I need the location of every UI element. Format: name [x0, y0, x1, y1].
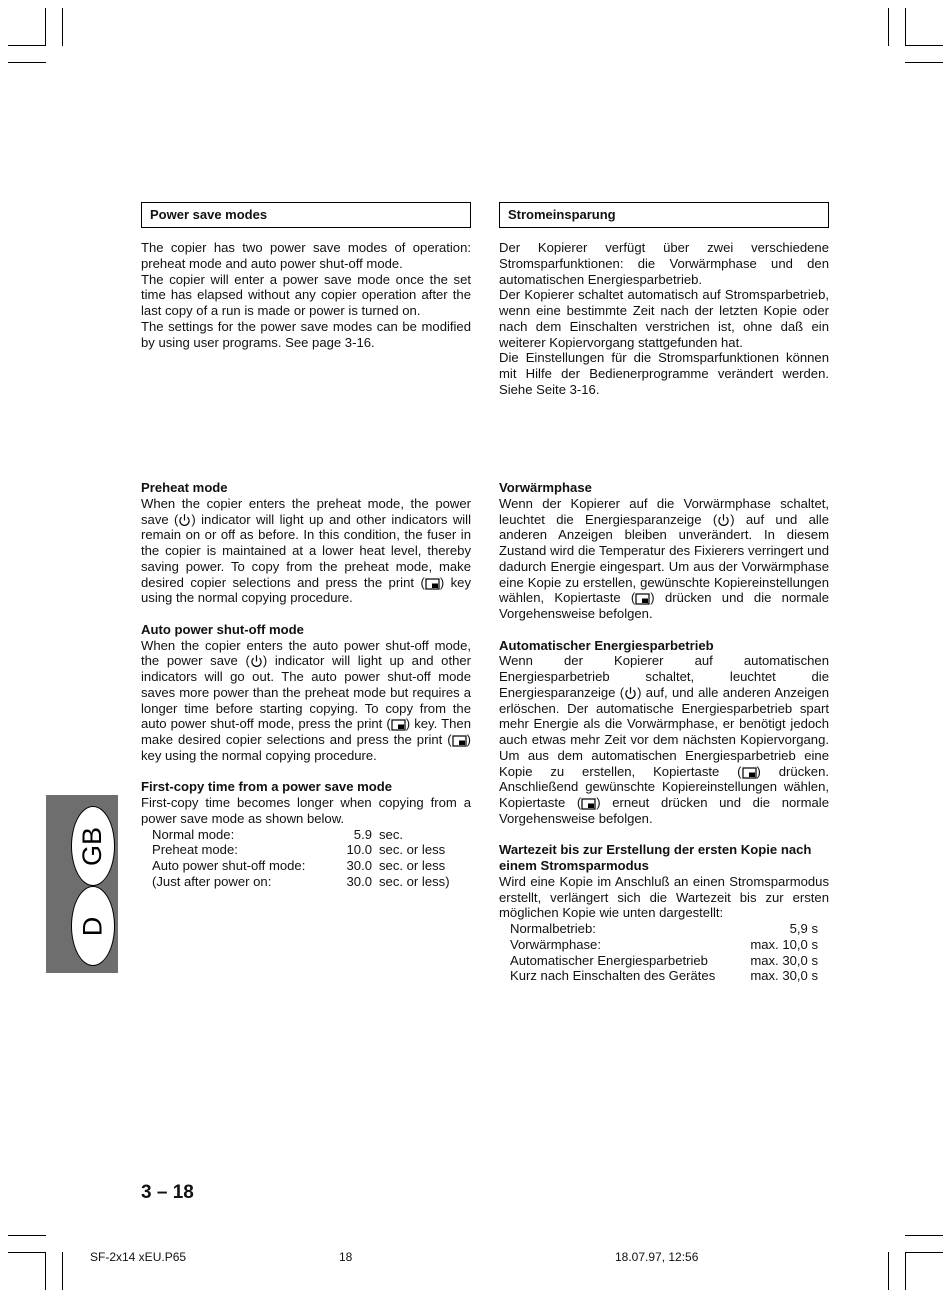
- text: ) key. Then make desired copier selections and press the print (: [141, 716, 471, 747]
- table-cell: Automatischer Energiesparbetrieb: [510, 952, 708, 968]
- table-cell: Normalbetrieb:: [510, 921, 596, 936]
- preheat-heading: Preheat mode: [141, 480, 228, 495]
- preheat-text: [141, 496, 471, 606]
- crop-mark: [62, 1252, 63, 1290]
- table-row: [510, 968, 818, 984]
- auto-heading: Automatischer Energiesparbetrieb: [499, 637, 714, 653]
- crop-mark: [8, 1235, 46, 1236]
- crop-mark: [8, 1252, 46, 1253]
- crop-mark: [905, 1235, 943, 1236]
- print-key-icon: [635, 593, 650, 605]
- section-title-en: Power save modes: [141, 202, 471, 228]
- power-save-icon: [178, 513, 191, 527]
- text: Wenn der Kopierer auf automatischen Energiesparbetrieb schaltet, leuchtet die Energiesparanzeige (: [499, 653, 829, 700]
- auto-text: [499, 653, 829, 826]
- intro-en: [141, 240, 471, 350]
- table-cell: sec.: [379, 826, 404, 842]
- auto-heading: Auto power shut-off mode: [141, 621, 304, 637]
- body-de: [499, 480, 829, 984]
- crop-mark: [905, 45, 943, 46]
- table-row: [510, 953, 818, 969]
- table-row: [510, 921, 818, 937]
- language-label: GB: [77, 826, 108, 866]
- table-cell: (Just after power on:: [152, 873, 272, 889]
- section-title-de: Stromeinsparung: [499, 202, 829, 228]
- preheat-text: [499, 496, 829, 622]
- text: ) auf, und alle anderen Anzeigen erlöschen. Der automatische Energiesparbetrieb spart mehr Energie als die Vorwärmphase, er benötigt jedoch auch etwas mehr Zeit vor dem nächsten Kopiervorgang. Um aus dem automatischen Energiesparbetrieb eine Kopie zu erstellen, Kopiertaste (: [499, 684, 829, 779]
- print-key-icon: [581, 798, 596, 810]
- table-row: [152, 874, 450, 890]
- power-save-icon: [624, 686, 637, 700]
- auto-text: [141, 638, 471, 764]
- paragraph: Der Kopierer verfügt über zwei verschiedene Stromsparfunktionen: die Vorwärmphase und den automatischen Energiesparbetrieb.: [499, 240, 829, 287]
- first-copy-table: [152, 827, 450, 890]
- crop-mark: [888, 8, 889, 46]
- text: ) key using the normal copying procedure.: [141, 574, 472, 606]
- table-cell: sec. or less): [379, 873, 450, 889]
- print-key-icon: [452, 735, 467, 747]
- table-cell: sec. or less: [379, 842, 446, 858]
- paragraph: Der Kopierer schaltet automatisch auf Stromsparbetrieb, wenn eine bestimmte Zeit nach der letzten Kopie oder nach dem Einschalten verstrichen ist, ohne daß ein weiterer Kopiervorgang stattgefunden hat.: [499, 287, 829, 350]
- text: ) indicator will light up and other indicators will go out. The auto power shut-off mode saves more power than the preheat mode but requires a longer time before starting copying. To copy from the auto power shut-off mode, press the print (: [141, 653, 472, 732]
- table-cell: Vorwärmphase:: [510, 936, 601, 952]
- first-copy-table: [510, 921, 818, 984]
- table-cell: 30.0: [346, 873, 372, 889]
- table-cell: Preheat mode:: [152, 842, 238, 858]
- text: ) drücken und die normale Vorgehensweise befolgen.: [499, 590, 829, 621]
- language-badge-gb: [71, 806, 115, 886]
- table-cell: 5.9: [353, 826, 372, 842]
- paragraph: The copier has two power save modes of operation: preheat mode and auto power shut-off mode.: [141, 240, 471, 271]
- text: When the copier enters the preheat mode, the power save (: [141, 495, 471, 527]
- crop-mark: [8, 62, 46, 63]
- body-en: [141, 480, 471, 890]
- footer-date: 18.07.97, 12:56: [615, 1250, 699, 1264]
- text: ) erneut drücken und die normale Vorgehensweise befolgen.: [499, 795, 829, 826]
- footer-file: SF-2x14 xEU.P65: [90, 1250, 187, 1264]
- crop-mark: [905, 62, 943, 63]
- crop-mark: [905, 8, 906, 46]
- language-label: D: [77, 916, 108, 936]
- first-copy-text: First-copy time becomes longer when copying from a power save mode as shown below.: [141, 795, 471, 826]
- table-cell: Kurz nach Einschalten des Gerätes: [510, 968, 716, 984]
- paragraph: Die Einstellungen für die Stromsparfunktionen können mit Hilfe der Bedienerprogramme verändert werden. Siehe Seite 3-16.: [499, 350, 829, 397]
- preheat-heading: Vorwärmphase: [499, 480, 592, 495]
- first-copy-text: Wird eine Kopie im Anschluß an einen Stromsparmodus erstellt, verlängert sich die Wartezeit bis zur ersten möglichen Kopie wie unten dargestellt:: [499, 873, 829, 921]
- table-cell: Normal mode:: [152, 826, 235, 842]
- page-number: 3 – 18: [141, 1182, 194, 1203]
- table-row: [510, 937, 818, 953]
- paragraph: The copier will enter a power save mode once the set time has elapsed without any copier operation after the last copy of a run is made or power is turned on.: [141, 271, 471, 318]
- language-badge-d: [71, 886, 115, 966]
- text: ) auf und alle anderen Anzeigen bleiben unverändert. In diesem Zustand wird die Temperatur des Fixierers verringert und dadurch Energie eingespart. Um aus der Vorwärmphase eine Kopie zu erstellen, gewünschte Kopiereinstellungen wählen, Kopiertaste (: [499, 511, 829, 606]
- footer-page: 18: [339, 1250, 353, 1264]
- crop-mark: [888, 1252, 889, 1290]
- crop-mark: [8, 45, 46, 46]
- table-cell: max. 30,0 s: [750, 952, 818, 968]
- crop-mark: [62, 8, 63, 46]
- table-cell: 5,9 s: [789, 921, 818, 936]
- table-cell: sec. or less: [379, 858, 446, 873]
- paragraph: The settings for the power save modes can be modified by using user programs. See page 3-16.: [141, 318, 471, 350]
- table-cell: max. 30,0 s: [750, 968, 818, 984]
- text: ) drücken. Anschließend gewünschte Kopiereinstellungen wählen, Kopiertaste (: [499, 763, 829, 810]
- crop-mark: [45, 8, 46, 46]
- power-save-icon: [717, 513, 730, 527]
- text: When the copier enters the auto power shut-off mode, the power save (: [141, 637, 471, 669]
- text: ) key using the normal copying procedure.: [141, 732, 471, 763]
- text: Wenn der Kopierer auf die Vorwärmphase schaltet, leuchtet die Energiesparanzeige (: [499, 495, 829, 527]
- first-copy-heading: First-copy time from a power save mode: [141, 779, 393, 795]
- table-cell: max. 10,0 s: [750, 936, 818, 952]
- table-cell: Auto power shut-off mode:: [152, 858, 306, 873]
- table-cell: 10.0: [346, 842, 372, 858]
- crop-mark: [905, 1252, 943, 1253]
- table-row: [152, 827, 450, 843]
- power-save-icon: [250, 654, 263, 668]
- crop-mark: [905, 1252, 906, 1290]
- print-key-icon: [425, 578, 440, 590]
- table-row: [152, 858, 450, 874]
- text: ) indicator will light up and other indicators will remain on or off as before. In this condition, the fuser in the copier is maintained at a lower heat level, thereby saving power. To copy from the preheat mode, make desired copier selections and press the print (: [141, 511, 471, 590]
- table-cell: 30.0: [346, 858, 372, 873]
- first-copy-heading: Wartezeit bis zur Erstellung der ersten Kopie nach einem Stromsparmodus: [499, 842, 812, 873]
- table-row: [152, 842, 450, 858]
- crop-mark: [45, 1252, 46, 1290]
- print-key-icon: [391, 719, 406, 731]
- intro-de: [499, 240, 829, 398]
- print-key-icon: [742, 767, 757, 779]
